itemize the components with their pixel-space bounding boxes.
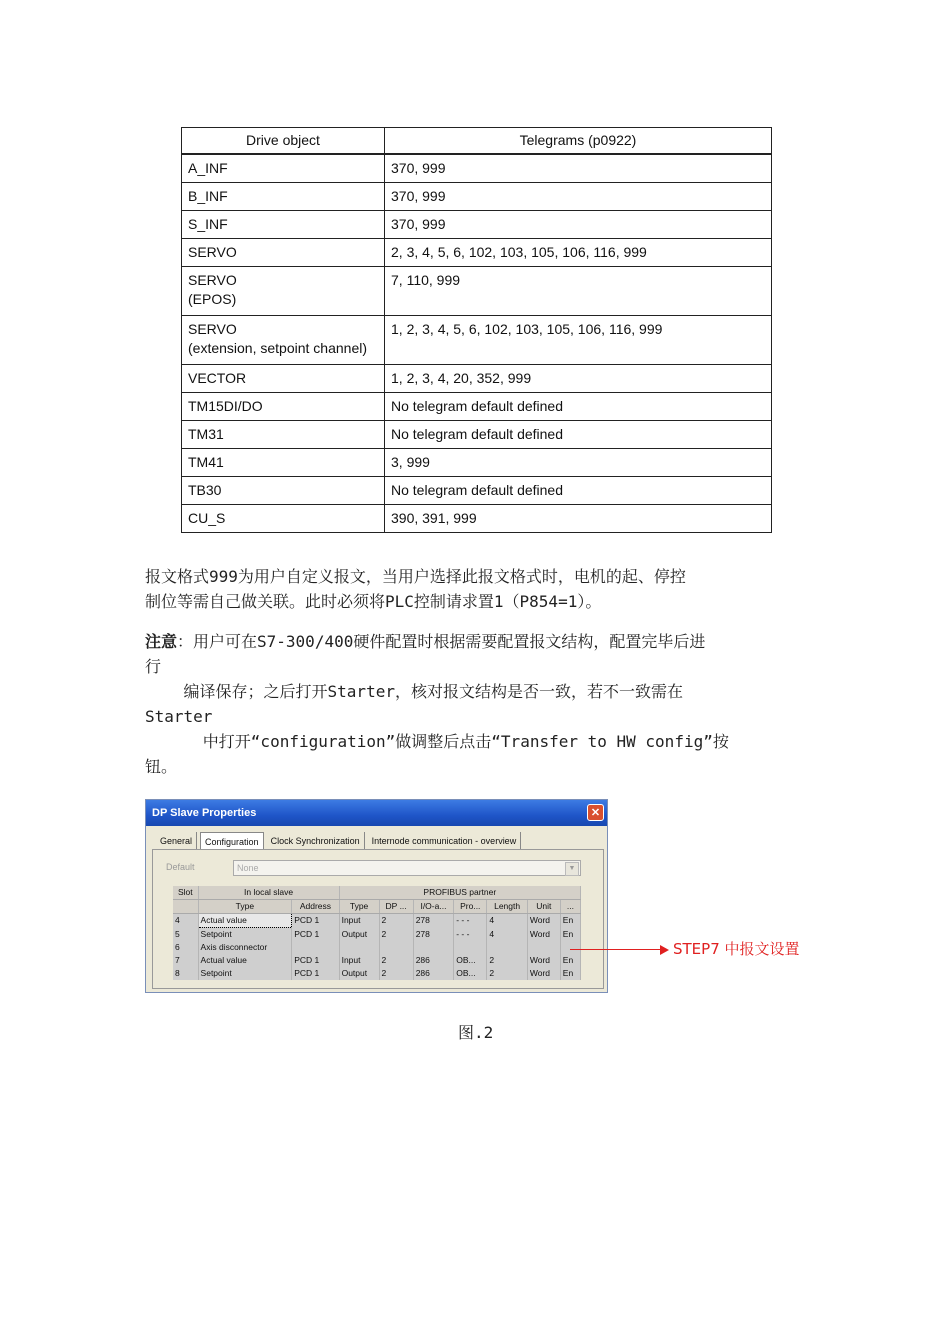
drive-object-name: VECTOR xyxy=(188,370,247,386)
default-select-value: None xyxy=(237,863,259,873)
dialog-title: DP Slave Properties xyxy=(152,807,257,819)
grid-subheader-cell: Type xyxy=(339,900,379,914)
table-row xyxy=(182,154,772,183)
grid-cell: Output xyxy=(339,928,379,942)
table-row xyxy=(182,393,772,421)
cell-telegrams: No telegram default defined xyxy=(385,393,772,421)
grid-cell: - - - xyxy=(454,914,487,928)
grid-cell: Output xyxy=(339,967,379,980)
grid-cell xyxy=(454,941,487,954)
table-header-row xyxy=(182,128,772,155)
grid-row[interactable] xyxy=(173,967,581,980)
grid-cell xyxy=(560,941,580,954)
drive-object-sub: (EPOS) xyxy=(188,291,237,307)
grid-cell: Word xyxy=(527,967,560,980)
table-row xyxy=(182,239,772,267)
grid-subheader-cell: I/O-a... xyxy=(413,900,454,914)
drive-object-name: TM41 xyxy=(188,454,224,470)
grid-row[interactable] xyxy=(173,954,581,967)
dialog-tabs xyxy=(156,832,524,850)
annotation-arrow-line xyxy=(570,949,663,950)
table-row xyxy=(182,365,772,393)
grid-cell: Setpoint xyxy=(198,928,292,942)
cell-drive-object xyxy=(182,154,385,183)
cell-drive-object xyxy=(182,477,385,505)
table-row xyxy=(182,183,772,211)
cell-telegrams: 370, 999 xyxy=(385,154,772,183)
cell-telegrams: 390, 391, 999 xyxy=(385,505,772,533)
grid-cell: 6 xyxy=(173,941,198,954)
cell-drive-object xyxy=(182,505,385,533)
cell-telegrams: 1, 2, 3, 4, 20, 352, 999 xyxy=(385,365,772,393)
grid-cell xyxy=(379,941,413,954)
paragraph-line: 编译保存；之后打开Starter，核对报文结构是否一致，若不一致需在 xyxy=(145,682,683,701)
grid-cell: 2 xyxy=(379,928,413,942)
cell-drive-object xyxy=(182,316,385,365)
grid-cell xyxy=(527,941,560,954)
paragraph-line: Starter xyxy=(145,707,213,726)
grid-cell: En xyxy=(560,928,580,942)
table-row xyxy=(182,421,772,449)
cell-telegrams: 2, 3, 4, 5, 6, 102, 103, 105, 106, 116, 999 xyxy=(385,239,772,267)
grid-subheader-cell: Unit xyxy=(527,900,560,914)
grid-cell: Actual value xyxy=(198,954,292,967)
table-row xyxy=(182,316,772,365)
paragraph-line: 报文格式999为用户自定义报文，当用户选择此报文格式时，电机的起、停控 xyxy=(145,567,686,586)
grid-cell xyxy=(292,941,339,954)
drive-object-name: S_INF xyxy=(188,216,228,232)
tab-internode-communication[interactable]: Internode communication - overview xyxy=(368,832,522,850)
header-drive-object: Drive object xyxy=(182,128,385,155)
grid-cell: Axis disconnector xyxy=(198,941,292,954)
grid-cell: PCD 1 xyxy=(292,928,339,942)
cell-telegrams: 370, 999 xyxy=(385,211,772,239)
grid-cell: En xyxy=(560,914,580,928)
grid-subheader-cell: Length xyxy=(487,900,528,914)
grid-cell: OB... xyxy=(454,954,487,967)
table-row xyxy=(182,211,772,239)
arrow-right-icon xyxy=(660,945,669,955)
grid-cell: 2 xyxy=(487,967,528,980)
grid-cell: PCD 1 xyxy=(292,954,339,967)
note-label: 注意 xyxy=(145,632,178,651)
cell-drive-object xyxy=(182,365,385,393)
note-paragraph xyxy=(145,629,729,779)
table-row xyxy=(182,505,772,533)
configuration-grid xyxy=(173,886,581,980)
grid-cell: 7 xyxy=(173,954,198,967)
cell-drive-object xyxy=(182,211,385,239)
table-row xyxy=(182,477,772,505)
grid-cell: Word xyxy=(527,914,560,928)
grid-cell: 278 xyxy=(413,914,454,928)
dialog-title-bar xyxy=(146,800,607,826)
tab-general[interactable]: General xyxy=(156,832,197,850)
drive-object-name: TM15DI/DO xyxy=(188,398,263,414)
note-text: ：用户可在S7-300/400硬件配置时根据需要配置报文结构，配置完毕后进 xyxy=(177,632,706,651)
table-row xyxy=(182,267,772,316)
header-telegrams: Telegrams (p0922) xyxy=(385,128,772,155)
cell-telegrams: 1, 2, 3, 4, 5, 6, 102, 103, 105, 106, 116, 999 xyxy=(385,316,772,365)
grid-cell xyxy=(487,941,528,954)
cell-drive-object xyxy=(182,183,385,211)
drive-object-sub: (extension, setpoint channel) xyxy=(188,340,367,356)
paragraph-line: 制位等需自己做关联。此时必须将PLC控制请求置1（P854=1）。 xyxy=(145,592,602,611)
grid-cell: 2 xyxy=(379,914,413,928)
grid-cell: 8 xyxy=(173,967,198,980)
grid-cell: 4 xyxy=(173,914,198,928)
grid-cell: 5 xyxy=(173,928,198,942)
cell-drive-object xyxy=(182,421,385,449)
default-select[interactable] xyxy=(233,860,581,876)
cell-telegrams: 7, 110, 999 xyxy=(385,267,772,316)
drive-object-name: CU_S xyxy=(188,510,226,526)
cell-drive-object xyxy=(182,393,385,421)
cell-telegrams: No telegram default defined xyxy=(385,477,772,505)
grid-subheader-cell: Pro... xyxy=(454,900,487,914)
grid-cell: 2 xyxy=(379,967,413,980)
grid-cell: 278 xyxy=(413,928,454,942)
paragraph-telegram-999 xyxy=(145,564,686,614)
drive-object-name: TB30 xyxy=(188,482,222,498)
grid-cell: Input xyxy=(339,954,379,967)
dp-slave-properties-dialog xyxy=(145,799,608,993)
grid-cell: - - - xyxy=(454,928,487,942)
grid-cell: 4 xyxy=(487,914,528,928)
table-row xyxy=(182,449,772,477)
grid-header-row xyxy=(173,886,581,900)
cell-telegrams: No telegram default defined xyxy=(385,421,772,449)
paragraph-line xyxy=(145,629,729,654)
grid-subheader-cell: Type xyxy=(198,900,292,914)
grid-cell: OB... xyxy=(454,967,487,980)
grid-subheader-cell: DP ... xyxy=(379,900,413,914)
grid-cell: 4 xyxy=(487,928,528,942)
drive-object-name: SERVO xyxy=(188,272,237,288)
cell-drive-object xyxy=(182,239,385,267)
grid-cell: PCD 1 xyxy=(292,914,339,928)
grid-cell: Actual value xyxy=(198,914,292,928)
tab-clock-synchronization[interactable]: Clock Synchronization xyxy=(267,832,365,850)
grid-cell xyxy=(413,941,454,954)
grid-row[interactable] xyxy=(173,928,581,942)
grid-cell: 2 xyxy=(379,954,413,967)
drive-object-name: SERVO xyxy=(188,321,237,337)
grid-cell: Input xyxy=(339,914,379,928)
step7-annotation: STEP7 中报文设置 xyxy=(673,940,800,958)
grid-cell: Word xyxy=(527,954,560,967)
grid-header-profibus-partner: PROFIBUS partner xyxy=(339,886,580,900)
cell-drive-object xyxy=(182,267,385,316)
grid-cell: En xyxy=(560,954,580,967)
drive-object-name: B_INF xyxy=(188,188,228,204)
grid-cell: Word xyxy=(527,928,560,942)
drive-object-name: A_INF xyxy=(188,160,228,176)
grid-cell: 286 xyxy=(413,954,454,967)
grid-subheader-row xyxy=(173,900,581,914)
paragraph-line: 钮。 xyxy=(145,757,178,776)
cell-drive-object xyxy=(182,449,385,477)
grid-cell: 286 xyxy=(413,967,454,980)
paragraph-line: 行 xyxy=(145,657,162,676)
drive-object-name: SERVO xyxy=(188,244,237,260)
grid-header-local-slave: In local slave xyxy=(198,886,339,900)
figure-caption: 图.2 xyxy=(458,1023,494,1042)
grid-subheader-cell: Address xyxy=(292,900,339,914)
cell-telegrams: 3, 999 xyxy=(385,449,772,477)
grid-cell: PCD 1 xyxy=(292,967,339,980)
grid-cell: En xyxy=(560,967,580,980)
grid-subheader-cell xyxy=(173,900,198,914)
close-icon[interactable]: ✕ xyxy=(587,804,604,821)
tab-configuration[interactable]: Configuration xyxy=(200,832,264,850)
grid-header-slot: Slot xyxy=(173,886,198,900)
default-label: Default xyxy=(166,862,195,872)
grid-cell: 2 xyxy=(487,954,528,967)
chevron-down-icon[interactable]: ▼ xyxy=(565,862,579,876)
grid-cell: Setpoint xyxy=(198,967,292,980)
grid-cell xyxy=(339,941,379,954)
grid-subheader-cell: ... xyxy=(560,900,580,914)
telegram-table xyxy=(181,127,772,533)
drive-object-name: TM31 xyxy=(188,426,224,442)
grid-row[interactable] xyxy=(173,941,581,954)
grid-row[interactable] xyxy=(173,914,581,928)
cell-telegrams: 370, 999 xyxy=(385,183,772,211)
paragraph-line: 中打开“configuration”做调整后点击“Transfer to HW config”按 xyxy=(145,732,729,751)
